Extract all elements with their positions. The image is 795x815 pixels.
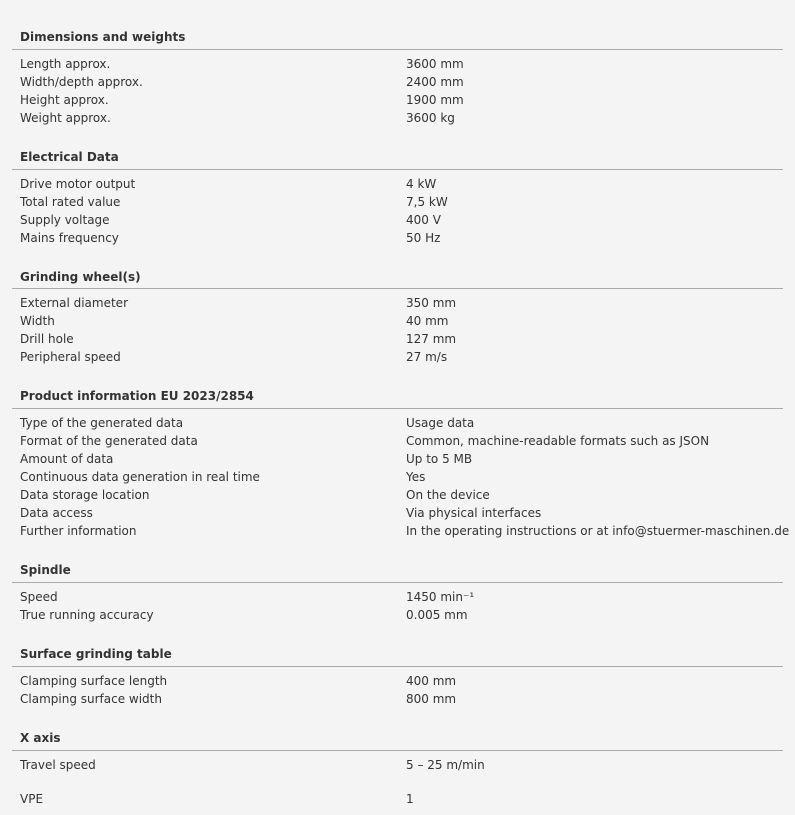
spec-label: Clamping surface width (20, 692, 162, 706)
spec-label: Continuous data generation in real time (20, 470, 260, 484)
spec-row (0, 486, 795, 504)
spec-value: 1900 mm (406, 93, 464, 107)
spec-value: 2400 mm (406, 75, 464, 89)
spec-row (0, 450, 795, 468)
spec-value: Yes (406, 470, 426, 484)
spec-label: Width/depth approx. (20, 75, 143, 89)
spec-label: Supply voltage (20, 213, 110, 227)
spec-row (0, 756, 795, 774)
spec-row (0, 588, 795, 606)
spec-label: Drive motor output (20, 177, 136, 191)
spec-value: In the operating instructions or at info@stuermer-maschinen.de (406, 524, 790, 538)
spec-row (0, 690, 795, 708)
spec-value: Common, machine-readable formats such as JSON (406, 434, 710, 448)
spec-row (0, 55, 795, 73)
section-divider (12, 582, 783, 583)
spec-row (0, 312, 795, 330)
spec-row (0, 294, 795, 312)
spec-row (0, 414, 795, 432)
spec-label: Format of the generated data (20, 434, 198, 448)
spec-value: 3600 kg (406, 111, 455, 125)
spec-value: 400 V (406, 213, 441, 227)
spec-row (0, 73, 795, 91)
spec-row (0, 468, 795, 486)
spec-row (0, 330, 795, 348)
spec-label: Speed (20, 590, 58, 604)
spec-label: Type of the generated data (20, 416, 184, 430)
vpe-row (0, 790, 795, 808)
spec-row (0, 193, 795, 211)
section-divider (12, 288, 783, 289)
spec-row (0, 522, 795, 540)
section-divider (12, 408, 783, 409)
spec-value: 1450 min⁻¹ (406, 590, 475, 604)
vpe-label: VPE (20, 792, 44, 806)
spec-label: Weight approx. (20, 111, 111, 125)
spec-label: Amount of data (20, 452, 114, 466)
spec-value: 0.005 mm (406, 608, 468, 622)
spec-label: Total rated value (20, 195, 121, 209)
spec-row (0, 229, 795, 247)
spec-row (0, 432, 795, 450)
spec-value: 7,5 kW (406, 195, 448, 209)
spec-label: External diameter (20, 296, 128, 310)
spec-value: 40 mm (406, 314, 449, 328)
spec-label: True running accuracy (20, 608, 154, 622)
spec-value: 127 mm (406, 332, 457, 346)
spec-label: Clamping surface length (20, 674, 168, 688)
spec-label: Data access (20, 506, 93, 520)
section-divider (12, 666, 783, 667)
spec-label: Data storage location (20, 488, 150, 502)
spec-row (0, 504, 795, 522)
spec-row (0, 109, 795, 127)
spec-row (0, 606, 795, 624)
spec-label: Drill hole (20, 332, 74, 346)
spec-row (0, 175, 795, 193)
section-title-grinding-wheels: Grinding wheel(s) (20, 270, 141, 284)
spec-row (0, 91, 795, 109)
spec-row (0, 211, 795, 229)
spec-value: 3600 mm (406, 57, 464, 71)
spec-value: 350 mm (406, 296, 457, 310)
spec-value: 4 kW (406, 177, 437, 191)
section-title-electrical: Electrical Data (20, 150, 119, 164)
spec-row (0, 672, 795, 690)
spec-value: On the device (406, 488, 490, 502)
section-title-surface-grinding-table: Surface grinding table (20, 647, 172, 661)
spec-label: Mains frequency (20, 231, 119, 245)
section-divider (12, 49, 783, 50)
section-divider (12, 750, 783, 751)
spec-value: 5 – 25 m/min (406, 758, 485, 772)
spec-label: Width (20, 314, 55, 328)
spec-label: Further information (20, 524, 137, 538)
spec-value: Up to 5 MB (406, 452, 473, 466)
spec-label: Travel speed (20, 758, 96, 772)
spec-value: 50 Hz (406, 231, 441, 245)
spec-value: 27 m/s (406, 350, 448, 364)
section-title-dimensions: Dimensions and weights (20, 30, 186, 44)
spec-row (0, 348, 795, 366)
spec-label: Length approx. (20, 57, 111, 71)
spec-value: 800 mm (406, 692, 457, 706)
spec-value: 400 mm (406, 674, 457, 688)
spec-value: Via physical interfaces (406, 506, 542, 520)
spec-label: Height approx. (20, 93, 109, 107)
section-title-product-information: Product information EU 2023/2854 (20, 389, 254, 403)
spec-label: Peripheral speed (20, 350, 121, 364)
vpe-value: 1 (406, 792, 414, 806)
section-title-spindle: Spindle (20, 563, 71, 577)
section-title-x-axis: X axis (20, 731, 61, 745)
section-divider (12, 169, 783, 170)
spec-value: Usage data (406, 416, 475, 430)
